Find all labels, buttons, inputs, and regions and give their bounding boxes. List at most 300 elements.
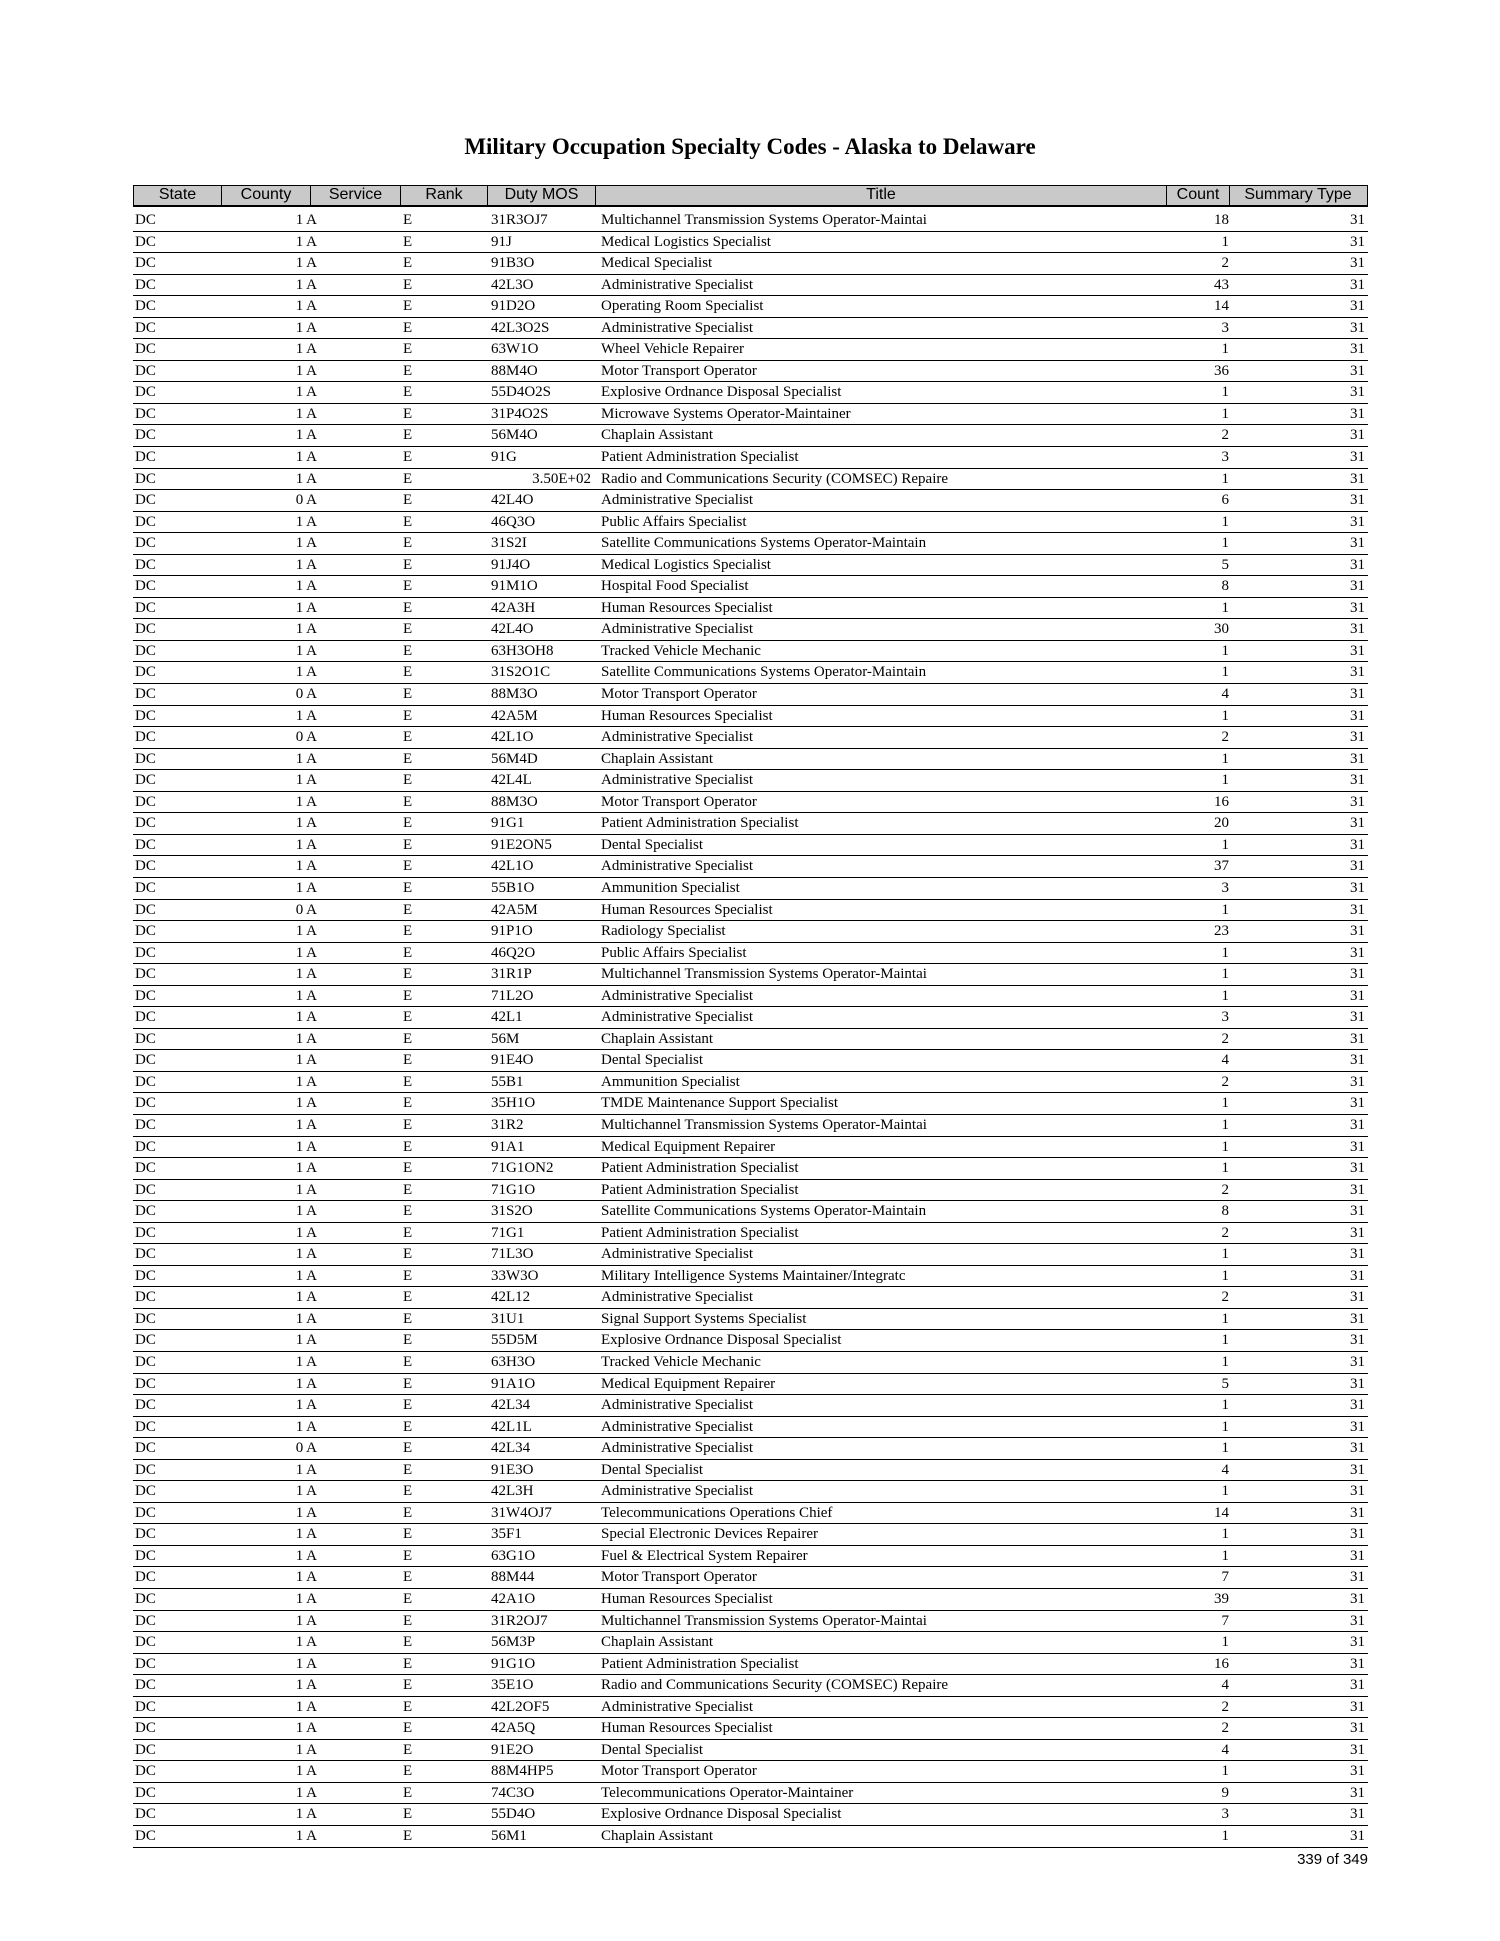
cell-state: DC — [135, 1440, 156, 1457]
cell-title: Microwave Systems Operator-Maintainer — [601, 405, 851, 422]
cell-count: 3 — [1221, 879, 1229, 896]
cell-count: 4 — [1221, 1677, 1229, 1694]
column-header-title: Title — [596, 186, 1167, 205]
cell-state: DC — [135, 793, 156, 810]
column-header-count: Count — [1167, 186, 1230, 205]
cell-county-service: 1 A — [295, 1160, 317, 1177]
table-row — [133, 856, 1368, 878]
table-row — [133, 900, 1368, 922]
cell-rank: E — [403, 1267, 413, 1284]
cell-duty-mos: 42A5M — [491, 901, 538, 918]
cell-summary-type: 31 — [1350, 1095, 1365, 1112]
cell-rank: E — [403, 1677, 413, 1694]
cell-duty-mos: 56M1 — [491, 1828, 527, 1845]
table-header — [133, 185, 1368, 207]
cell-state: DC — [135, 449, 156, 466]
cell-state: DC — [135, 1763, 156, 1780]
cell-title: Administrative Specialist — [601, 729, 754, 746]
table-row — [133, 1050, 1368, 1072]
cell-count: 14 — [1214, 1504, 1229, 1521]
cell-count: 16 — [1214, 1655, 1229, 1672]
cell-title: Patient Administration Specialist — [601, 449, 799, 466]
cell-state: DC — [135, 642, 156, 659]
cell-duty-mos: 91E3O — [491, 1461, 534, 1478]
cell-rank: E — [403, 319, 413, 336]
cell-count: 1 — [1221, 772, 1229, 789]
cell-duty-mos: 31R3OJ7 — [491, 212, 548, 228]
table-body — [133, 210, 1368, 1848]
cell-count: 2 — [1221, 1030, 1229, 1047]
cell-count: 4 — [1221, 1741, 1229, 1758]
cell-rank: E — [403, 233, 413, 250]
table-row — [133, 770, 1368, 792]
cell-rank: E — [403, 1569, 413, 1586]
cell-county-service: 1 A — [295, 1052, 317, 1069]
cell-county-service: 1 A — [295, 1720, 317, 1737]
cell-title: Administrative Specialist — [601, 1418, 754, 1435]
cell-count: 14 — [1214, 298, 1229, 315]
cell-state: DC — [135, 513, 156, 530]
cell-county-service: 1 A — [295, 1526, 317, 1543]
cell-rank: E — [403, 276, 413, 293]
cell-rank: E — [403, 1289, 413, 1306]
cell-summary-type: 31 — [1350, 535, 1365, 552]
cell-county-service: 1 A — [295, 750, 317, 767]
cell-duty-mos: 46Q2O — [491, 944, 536, 961]
cell-title: Dental Specialist — [601, 1052, 704, 1069]
table-row — [133, 382, 1368, 404]
cell-county-service: 1 A — [295, 1547, 317, 1564]
cell-rank: E — [403, 599, 413, 616]
cell-rank: E — [403, 1246, 413, 1263]
cell-summary-type: 31 — [1350, 319, 1365, 336]
cell-summary-type: 31 — [1350, 1203, 1365, 1220]
cell-rank: E — [403, 1009, 413, 1026]
cell-count: 8 — [1221, 1203, 1229, 1220]
cell-title: Military Intelligence Systems Maintainer/Integratc — [601, 1267, 906, 1284]
cell-state: DC — [135, 1160, 156, 1177]
table-row — [133, 1438, 1368, 1460]
cell-state: DC — [135, 1418, 156, 1435]
cell-state: DC — [135, 233, 156, 250]
cell-county-service: 1 A — [295, 879, 317, 896]
cell-county-service: 1 A — [295, 1741, 317, 1758]
cell-count: 1 — [1221, 1828, 1229, 1845]
cell-duty-mos: 71G1ON2 — [491, 1160, 554, 1177]
cell-summary-type: 31 — [1350, 879, 1365, 896]
cell-duty-mos: 71G1O — [491, 1181, 536, 1198]
cell-state: DC — [135, 1569, 156, 1586]
cell-rank: E — [403, 427, 413, 444]
cell-county-service: 0 A — [295, 901, 317, 918]
table-row — [133, 425, 1368, 447]
cell-title: Satellite Communications Systems Operator-Maintain — [601, 535, 927, 552]
cell-state: DC — [135, 707, 156, 724]
cell-duty-mos: 55D4O2S — [491, 384, 552, 401]
cell-rank: E — [403, 750, 413, 767]
cell-county-service: 1 A — [295, 1375, 317, 1392]
table-row — [133, 339, 1368, 361]
cell-count: 1 — [1221, 750, 1229, 767]
cell-county-service: 1 A — [295, 1677, 317, 1694]
cell-summary-type: 31 — [1350, 1440, 1365, 1457]
cell-rank: E — [403, 621, 413, 638]
cell-county-service: 1 A — [295, 1591, 317, 1607]
cell-rank: E — [403, 1504, 413, 1521]
table-row — [133, 253, 1368, 275]
cell-duty-mos: 31R2OJ7 — [491, 1612, 548, 1629]
cell-duty-mos: 71G1 — [491, 1224, 525, 1241]
cell-state: DC — [135, 1504, 156, 1521]
cell-title: Public Affairs Specialist — [601, 513, 747, 530]
cell-duty-mos: 55B1O — [491, 879, 535, 896]
cell-count: 2 — [1221, 1073, 1229, 1090]
cell-state: DC — [135, 492, 156, 509]
cell-summary-type: 31 — [1350, 1483, 1365, 1500]
cell-count: 20 — [1214, 815, 1229, 832]
cell-count: 2 — [1221, 427, 1229, 444]
cell-title: Administrative Specialist — [601, 492, 754, 509]
cell-county-service: 1 A — [295, 987, 317, 1004]
cell-county-service: 1 A — [295, 1246, 317, 1263]
cell-count: 4 — [1221, 1461, 1229, 1478]
cell-state: DC — [135, 1181, 156, 1198]
cell-summary-type: 31 — [1350, 1677, 1365, 1694]
cell-summary-type: 31 — [1350, 944, 1365, 961]
table-row — [133, 1611, 1368, 1633]
cell-rank: E — [403, 1353, 413, 1370]
cell-title: Dental Specialist — [601, 1461, 704, 1478]
cell-duty-mos: 42L4L — [491, 772, 532, 789]
cell-title: Motor Transport Operator — [601, 793, 757, 810]
cell-duty-mos: 42L3O2S — [491, 319, 550, 336]
cell-count: 2 — [1221, 1698, 1229, 1715]
cell-county-service: 1 A — [295, 1569, 317, 1586]
cell-count: 1 — [1221, 944, 1229, 961]
table-row — [133, 1330, 1368, 1352]
cell-summary-type: 31 — [1350, 1418, 1365, 1435]
cell-rank: E — [403, 1397, 413, 1414]
cell-summary-type: 31 — [1350, 836, 1365, 853]
cell-rank: E — [403, 362, 413, 379]
cell-duty-mos: 42L1O — [491, 858, 534, 875]
cell-county-service: 1 A — [295, 341, 317, 358]
cell-summary-type: 31 — [1350, 815, 1365, 832]
table-row — [133, 813, 1368, 835]
cell-title: Ammunition Specialist — [601, 1073, 740, 1090]
cell-county-service: 1 A — [295, 1698, 317, 1715]
cell-rank: E — [403, 1483, 413, 1500]
cell-county-service: 1 A — [295, 1655, 317, 1672]
cell-rank: E — [403, 255, 413, 272]
table-row — [133, 1244, 1368, 1266]
cell-rank: E — [403, 966, 413, 983]
cell-duty-mos: 35E1O — [491, 1677, 534, 1694]
cell-duty-mos: 91M1O — [491, 578, 538, 595]
cell-rank: E — [403, 1634, 413, 1651]
cell-summary-type: 31 — [1350, 1461, 1365, 1478]
cell-duty-mos: 42A5M — [491, 707, 538, 724]
cell-title: Administrative Specialist — [601, 1397, 754, 1414]
cell-title: Multichannel Transmission Systems Operator-Maintai — [601, 212, 927, 228]
cell-duty-mos: 31P4O2S — [491, 405, 549, 422]
cell-count: 8 — [1221, 578, 1229, 595]
cell-count: 1 — [1221, 1332, 1229, 1349]
cell-state: DC — [135, 1698, 156, 1715]
cell-state: DC — [135, 1784, 156, 1801]
cell-duty-mos: 63H3OH8 — [491, 642, 554, 659]
cell-title: Tracked Vehicle Mechanic — [601, 1353, 761, 1370]
cell-title: Motor Transport Operator — [601, 1763, 757, 1780]
cell-summary-type: 31 — [1350, 923, 1365, 940]
cell-rank: E — [403, 1763, 413, 1780]
cell-rank: E — [403, 1095, 413, 1112]
cell-count: 1 — [1221, 1418, 1229, 1435]
cell-rank: E — [403, 1806, 413, 1823]
table-row — [133, 1201, 1368, 1223]
cell-state: DC — [135, 1375, 156, 1392]
cell-title: Dental Specialist — [601, 1741, 704, 1758]
cell-summary-type: 31 — [1350, 255, 1365, 272]
cell-duty-mos: 31R1P — [491, 966, 532, 983]
cell-county-service: 0 A — [295, 1440, 317, 1457]
cell-state: DC — [135, 1806, 156, 1823]
cell-duty-mos: 88M4O — [491, 362, 538, 379]
cell-rank: E — [403, 1741, 413, 1758]
cell-county-service: 1 A — [295, 1267, 317, 1284]
cell-summary-type: 31 — [1350, 1267, 1365, 1284]
cell-county-service: 1 A — [295, 836, 317, 853]
cell-count: 1 — [1221, 1763, 1229, 1780]
cell-summary-type: 31 — [1350, 1655, 1365, 1672]
cell-title: Human Resources Specialist — [601, 901, 773, 918]
cell-state: DC — [135, 1655, 156, 1672]
table-row — [133, 598, 1368, 620]
cell-title: Administrative Specialist — [601, 1698, 754, 1715]
cell-state: DC — [135, 298, 156, 315]
cell-title: Administrative Specialist — [601, 276, 754, 293]
cell-duty-mos: 63H3O — [491, 1353, 536, 1370]
cell-summary-type: 31 — [1350, 1397, 1365, 1414]
table-row — [133, 512, 1368, 534]
cell-county-service: 1 A — [295, 1763, 317, 1780]
cell-title: Wheel Vehicle Repairer — [601, 341, 744, 358]
cell-rank: E — [403, 1073, 413, 1090]
cell-duty-mos: 91G1O — [491, 1655, 536, 1672]
cell-state: DC — [135, 276, 156, 293]
cell-summary-type: 31 — [1350, 1741, 1365, 1758]
cell-duty-mos: 88M4HP5 — [491, 1763, 554, 1780]
cell-county-service: 1 A — [295, 535, 317, 552]
cell-count: 2 — [1221, 1720, 1229, 1737]
cell-state: DC — [135, 1073, 156, 1090]
cell-rank: E — [403, 341, 413, 358]
table-row — [133, 943, 1368, 965]
cell-state: DC — [135, 1353, 156, 1370]
cell-title: Telecommunications Operations Chief — [601, 1504, 833, 1521]
cell-title: Multichannel Transmission Systems Operator-Maintai — [601, 1612, 927, 1629]
table-row — [133, 1524, 1368, 1546]
cell-count: 36 — [1214, 362, 1229, 379]
cell-summary-type: 31 — [1350, 1698, 1365, 1715]
cell-duty-mos: 91J — [491, 233, 512, 250]
cell-count: 1 — [1221, 405, 1229, 422]
cell-duty-mos: 42L3O — [491, 276, 534, 293]
cell-county-service: 1 A — [295, 319, 317, 336]
cell-duty-mos: 42A5Q — [491, 1720, 536, 1737]
cell-count: 2 — [1221, 1289, 1229, 1306]
cell-state: DC — [135, 535, 156, 552]
cell-state: DC — [135, 212, 156, 228]
table-row — [133, 318, 1368, 340]
cell-state: DC — [135, 578, 156, 595]
cell-summary-type: 31 — [1350, 492, 1365, 509]
cell-title: Administrative Specialist — [601, 319, 754, 336]
table-row — [133, 1029, 1368, 1051]
cell-state: DC — [135, 1224, 156, 1241]
cell-summary-type: 31 — [1350, 1246, 1365, 1263]
cell-count: 1 — [1221, 470, 1229, 487]
cell-title: Patient Administration Specialist — [601, 815, 799, 832]
cell-county-service: 1 A — [295, 556, 317, 573]
cell-state: DC — [135, 1030, 156, 1047]
cell-rank: E — [403, 1655, 413, 1672]
cell-title: Explosive Ordnance Disposal Specialist — [601, 384, 842, 401]
cell-state: DC — [135, 1095, 156, 1112]
table-row — [133, 1460, 1368, 1482]
cell-count: 30 — [1214, 621, 1229, 638]
cell-rank: E — [403, 686, 413, 703]
cell-title: Ammunition Specialist — [601, 879, 740, 896]
cell-state: DC — [135, 1310, 156, 1327]
cell-state: DC — [135, 750, 156, 767]
table-row — [133, 1309, 1368, 1331]
cell-count: 1 — [1221, 1526, 1229, 1543]
cell-duty-mos: 56M3P — [491, 1634, 536, 1651]
cell-duty-mos: 31S2I — [491, 535, 527, 552]
cell-title: Human Resources Specialist — [601, 707, 773, 724]
cell-title: Multichannel Transmission Systems Operator-Maintai — [601, 1116, 927, 1133]
cell-county-service: 1 A — [295, 255, 317, 272]
cell-count: 9 — [1221, 1784, 1229, 1801]
table-row — [133, 986, 1368, 1008]
cell-rank: E — [403, 879, 413, 896]
cell-county-service: 1 A — [295, 1310, 317, 1327]
cell-rank: E — [403, 815, 413, 832]
cell-summary-type: 31 — [1350, 901, 1365, 918]
cell-county-service: 1 A — [295, 1353, 317, 1370]
cell-rank: E — [403, 578, 413, 595]
cell-title: Human Resources Specialist — [601, 1720, 773, 1737]
cell-title: Administrative Specialist — [601, 1246, 754, 1263]
table-row — [133, 1093, 1368, 1115]
cell-duty-mos: 31S2O — [491, 1203, 533, 1220]
cell-rank: E — [403, 1526, 413, 1543]
cell-county-service: 0 A — [295, 492, 317, 509]
cell-title: Medical Equipment Repairer — [601, 1138, 776, 1155]
page-number: 339 of 349 — [1297, 1851, 1368, 1868]
cell-duty-mos: 31R2 — [491, 1116, 524, 1133]
cell-summary-type: 31 — [1350, 212, 1365, 228]
cell-count: 1 — [1221, 1634, 1229, 1651]
cell-summary-type: 31 — [1350, 1806, 1365, 1823]
cell-title: Radiology Specialist — [601, 923, 726, 940]
cell-title: Patient Administration Specialist — [601, 1655, 799, 1672]
cell-count: 3 — [1221, 1009, 1229, 1026]
cell-duty-mos: 42L4O — [491, 492, 534, 509]
cell-rank: E — [403, 1461, 413, 1478]
cell-count: 1 — [1221, 664, 1229, 681]
cell-count: 37 — [1214, 858, 1229, 875]
cell-county-service: 1 A — [295, 923, 317, 940]
table-row — [133, 1180, 1368, 1202]
table-row — [133, 1158, 1368, 1180]
cell-summary-type: 31 — [1350, 1526, 1365, 1543]
cell-summary-type: 31 — [1350, 750, 1365, 767]
cell-state: DC — [135, 1547, 156, 1564]
cell-county-service: 1 A — [295, 772, 317, 789]
cell-summary-type: 31 — [1350, 621, 1365, 638]
cell-count: 43 — [1214, 276, 1229, 293]
cell-rank: E — [403, 556, 413, 573]
cell-summary-type: 31 — [1350, 1504, 1365, 1521]
cell-state: DC — [135, 966, 156, 983]
cell-county-service: 1 A — [295, 1289, 317, 1306]
cell-county-service: 1 A — [295, 1483, 317, 1500]
cell-county-service: 1 A — [295, 427, 317, 444]
cell-rank: E — [403, 1698, 413, 1715]
cell-rank: E — [403, 1720, 413, 1737]
cell-title: Motor Transport Operator — [601, 686, 757, 703]
cell-state: DC — [135, 1009, 156, 1026]
cell-duty-mos: 42L4O — [491, 621, 534, 638]
cell-county-service: 1 A — [295, 815, 317, 832]
cell-title: Chaplain Assistant — [601, 750, 714, 767]
cell-count: 7 — [1221, 1569, 1229, 1586]
cell-rank: E — [403, 535, 413, 552]
table-row — [133, 964, 1368, 986]
cell-title: Satellite Communications Systems Operator-Maintain — [601, 1203, 927, 1220]
table-row — [133, 1072, 1368, 1094]
cell-county-service: 1 A — [295, 449, 317, 466]
cell-title: Radio and Communications Security (COMSEC) Repaire — [601, 1677, 949, 1694]
cell-state: DC — [135, 1612, 156, 1629]
cell-summary-type: 31 — [1350, 1547, 1365, 1564]
cell-state: DC — [135, 1203, 156, 1220]
cell-county-service: 0 A — [295, 729, 317, 746]
table-row — [133, 210, 1368, 232]
cell-summary-type: 31 — [1350, 578, 1365, 595]
cell-duty-mos: 33W3O — [491, 1267, 539, 1284]
cell-rank: E — [403, 642, 413, 659]
cell-count: 5 — [1221, 1375, 1229, 1392]
table-row — [133, 1546, 1368, 1568]
table-row — [133, 1223, 1368, 1245]
cell-title: Medical Equipment Repairer — [601, 1375, 776, 1392]
table-row — [133, 533, 1368, 555]
cell-state: DC — [135, 1461, 156, 1478]
cell-title: Medical Logistics Specialist — [601, 556, 771, 573]
cell-summary-type: 31 — [1350, 772, 1365, 789]
cell-title: Explosive Ordnance Disposal Specialist — [601, 1806, 842, 1823]
cell-state: DC — [135, 362, 156, 379]
table-row — [133, 555, 1368, 577]
cell-duty-mos: 42L1L — [491, 1418, 532, 1435]
cell-summary-type: 31 — [1350, 298, 1365, 315]
cell-state: DC — [135, 1526, 156, 1543]
cell-count: 1 — [1221, 1310, 1229, 1327]
cell-state: DC — [135, 341, 156, 358]
